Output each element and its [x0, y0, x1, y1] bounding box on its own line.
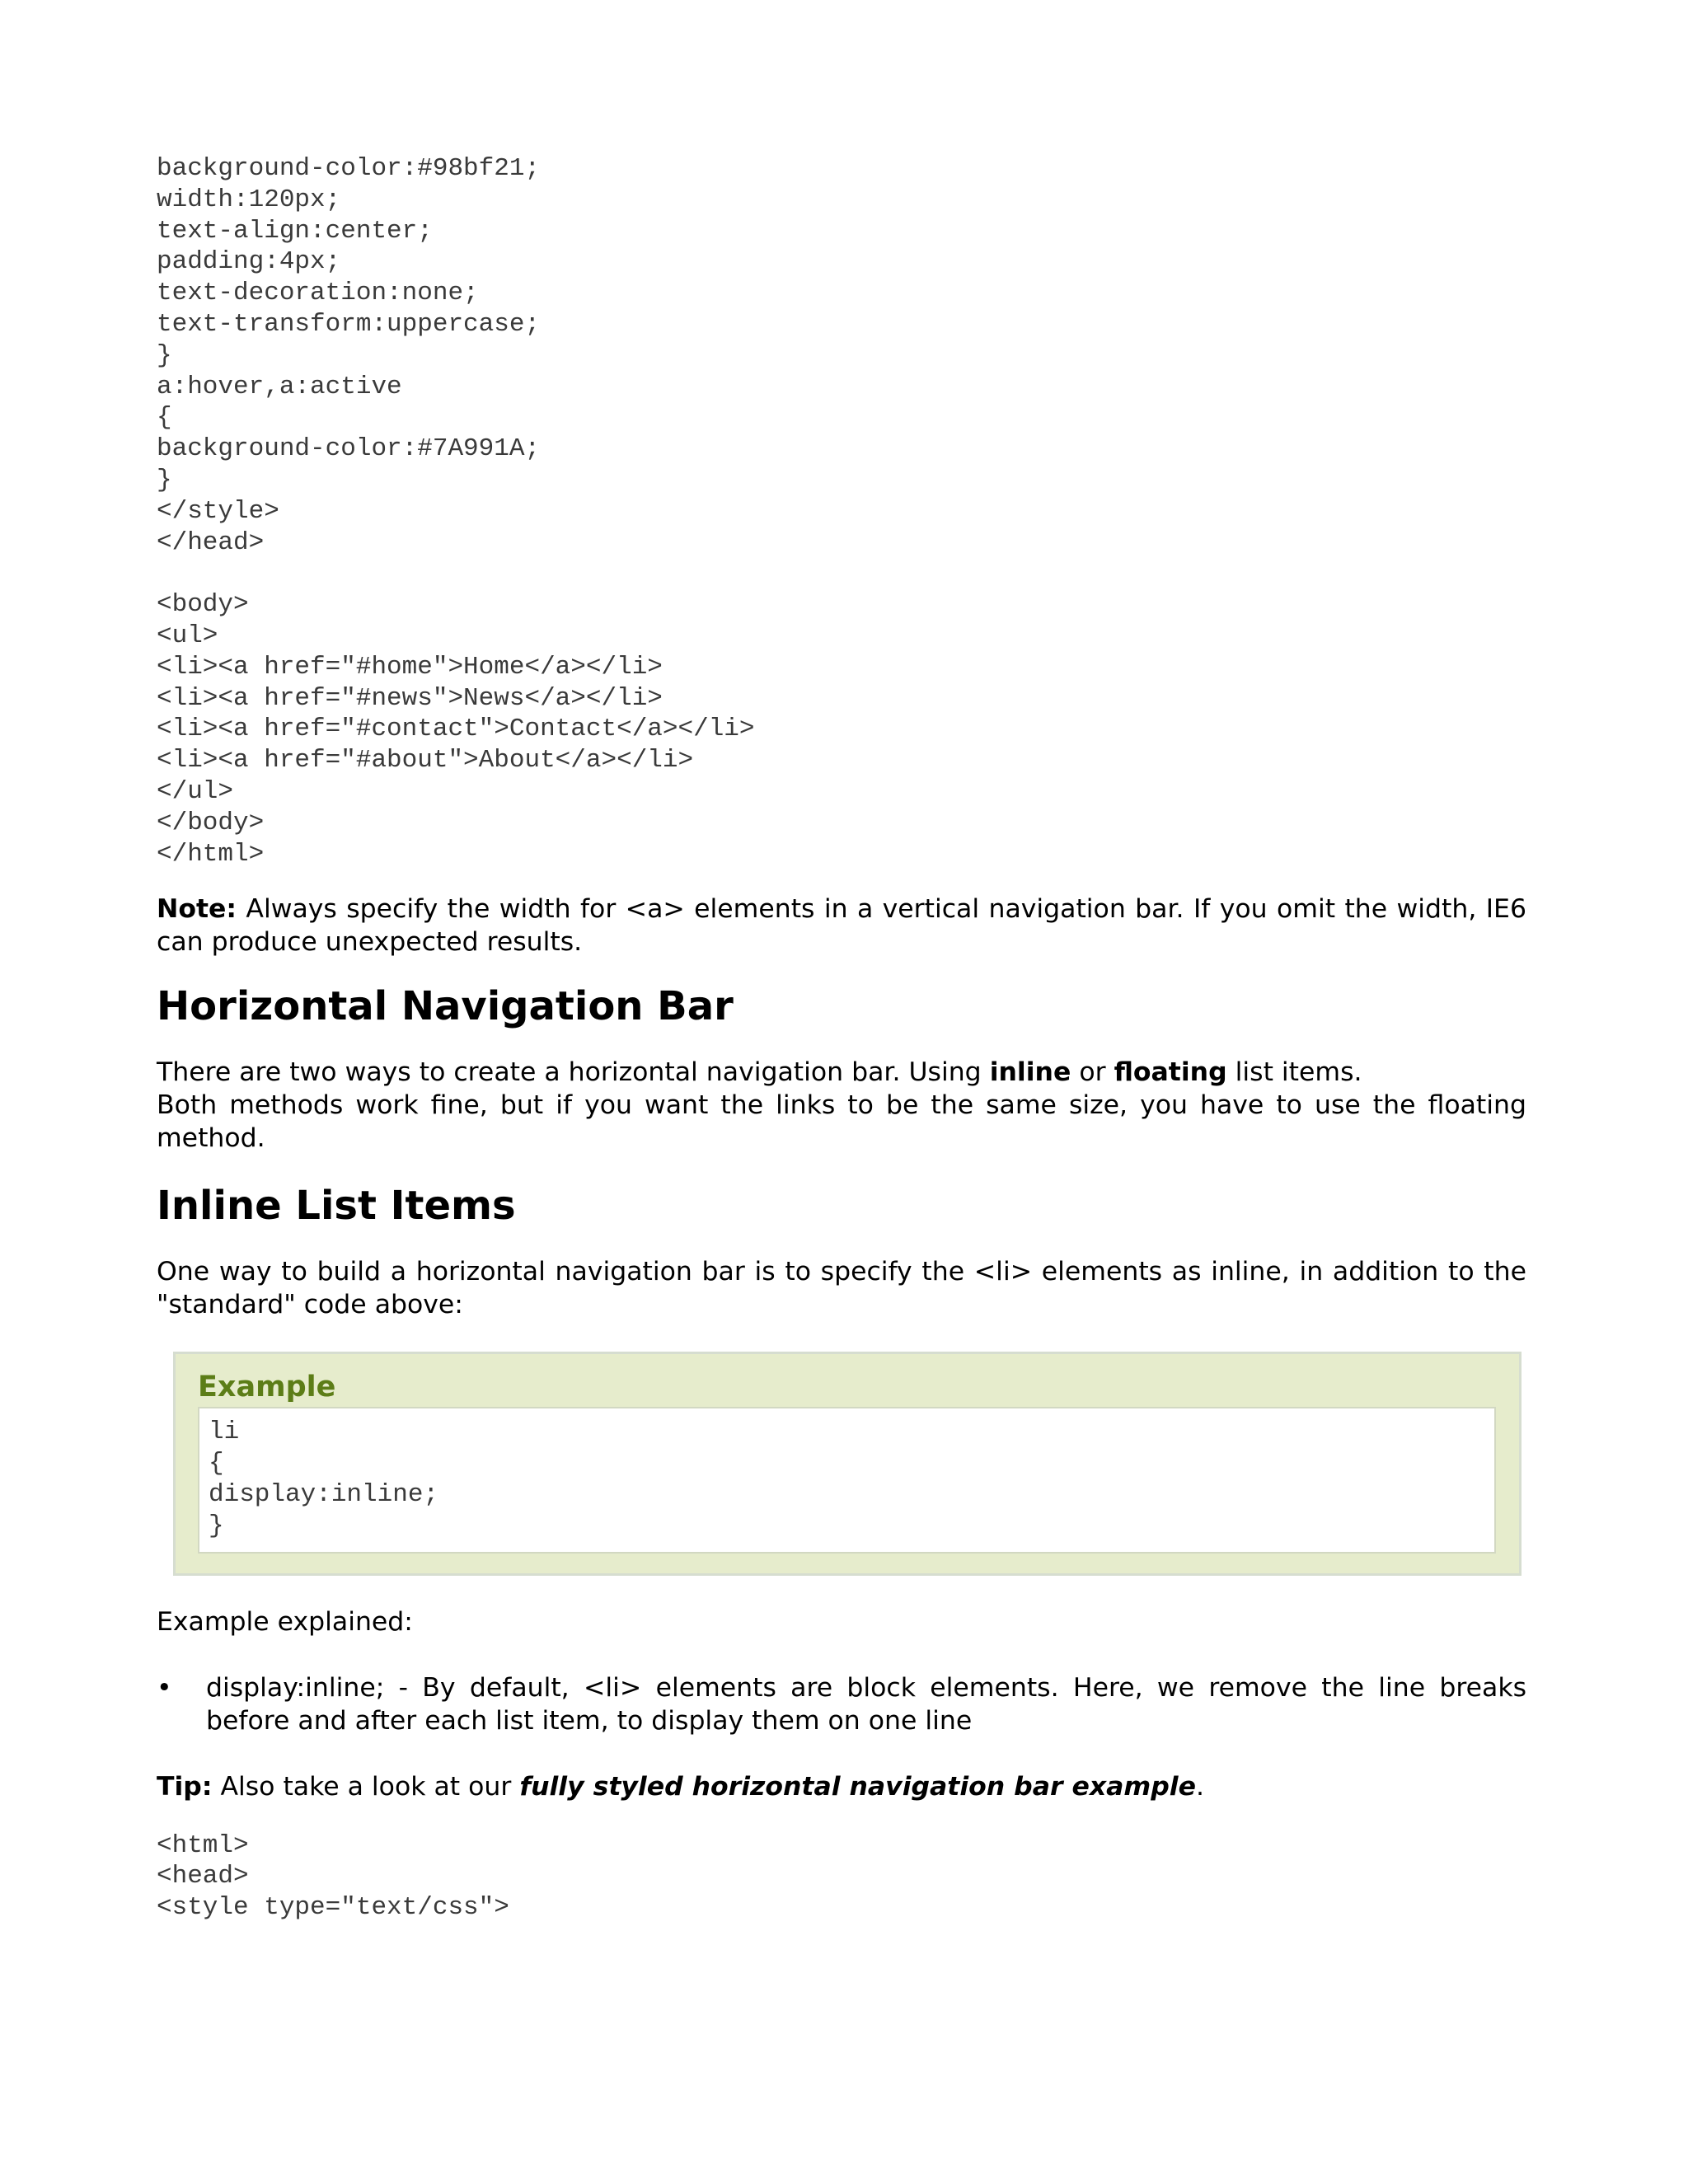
example-code-panel: [198, 1407, 1496, 1553]
code-line: </ul>: [157, 776, 234, 806]
floating-keyword: floating: [1114, 1057, 1227, 1088]
code-line: {: [209, 1449, 224, 1479]
explained-bullet-item: [157, 1671, 1526, 1737]
code-block-bottom: [157, 1830, 1526, 1924]
inline-intro: One way to build a horizontal navigation bar is to specify the <li> elements as inline, in addition to the "standard" code above:: [157, 1257, 1526, 1320]
heading-horizontal-navigation-bar: Horizontal Navigation Bar: [157, 983, 734, 1030]
tip-paragraph: Tip: Also take a look at our fully styled horizontal navigation bar example.: [157, 1771, 1204, 1802]
code-line: text-decoration:none;: [157, 279, 479, 308]
code-line: padding:4px;: [157, 247, 341, 277]
code-line: }: [209, 1511, 224, 1540]
bullet-dot-icon: •: [157, 1672, 172, 1703]
example-box: [173, 1352, 1522, 1575]
code-line: <li><a href="#about">About</a></li>: [157, 746, 694, 776]
code-line: }: [157, 465, 172, 494]
code-line: display:inline;: [209, 1479, 439, 1509]
code-line: a:hover,a:active: [157, 372, 402, 401]
code-line: <li><a href="#home">Home</a></li>: [157, 652, 663, 682]
code-line: {: [157, 403, 172, 433]
code-line: li: [209, 1418, 240, 1447]
example-title: Example: [198, 1371, 336, 1404]
code-line: <li><a href="#news">News</a></li>: [157, 683, 663, 713]
code-line: text-transform:uppercase;: [157, 309, 541, 339]
code-line: <style type="text/css">: [157, 1893, 509, 1923]
inline-keyword: inline: [989, 1057, 1071, 1088]
document-page: [157, 153, 1526, 1924]
tip-example-link[interactable]: fully styled horizontal navigation bar example: [519, 1771, 1196, 1802]
heading-inline-list-items: Inline List Items: [157, 1183, 516, 1230]
example-code: [209, 1417, 1486, 1541]
code-line: </body>: [157, 808, 265, 837]
note-text: Always specify the width for <a> elements in a vertical navigation bar. If you omit the width, IE6 can produce unexpected results.: [157, 894, 1526, 958]
code-line: width:120px;: [157, 185, 341, 214]
code-line: </style>: [157, 496, 279, 526]
code-line: text-align:center;: [157, 216, 433, 246]
code-block-top: [157, 153, 1526, 869]
code-line: <li><a href="#contact">Contact</a></li>: [157, 715, 755, 744]
code-line: </html>: [157, 839, 265, 869]
tip-label: Tip:: [157, 1771, 213, 1802]
code-line: <body>: [157, 590, 249, 620]
note-label: Note:: [157, 894, 237, 925]
code-line: <ul>: [157, 621, 218, 650]
explained-bullet-text: display:inline; - By default, <li> elements are block elements. Here, we remove the line breaks before and after each list item, to display them on one line: [206, 1672, 1526, 1736]
code-line: }: [157, 340, 172, 370]
horizontal-intro: There are two ways to create a horizontal navigation bar. Using inline or floating list items.: [157, 1057, 1362, 1088]
horizontal-methods-text: Both methods work fine, but if you want the links to be the same size, you have to use the floating method.: [157, 1090, 1526, 1154]
code-line: <head>: [157, 1862, 249, 1891]
code-line: background-color:#7A991A;: [157, 434, 541, 464]
code-line: background-color:#98bf21;: [157, 154, 541, 183]
note-paragraph: [157, 893, 1526, 958]
code-line: <html>: [157, 1830, 249, 1860]
code-line: </head>: [157, 527, 265, 557]
example-explained-label: Example explained:: [157, 1606, 413, 1637]
